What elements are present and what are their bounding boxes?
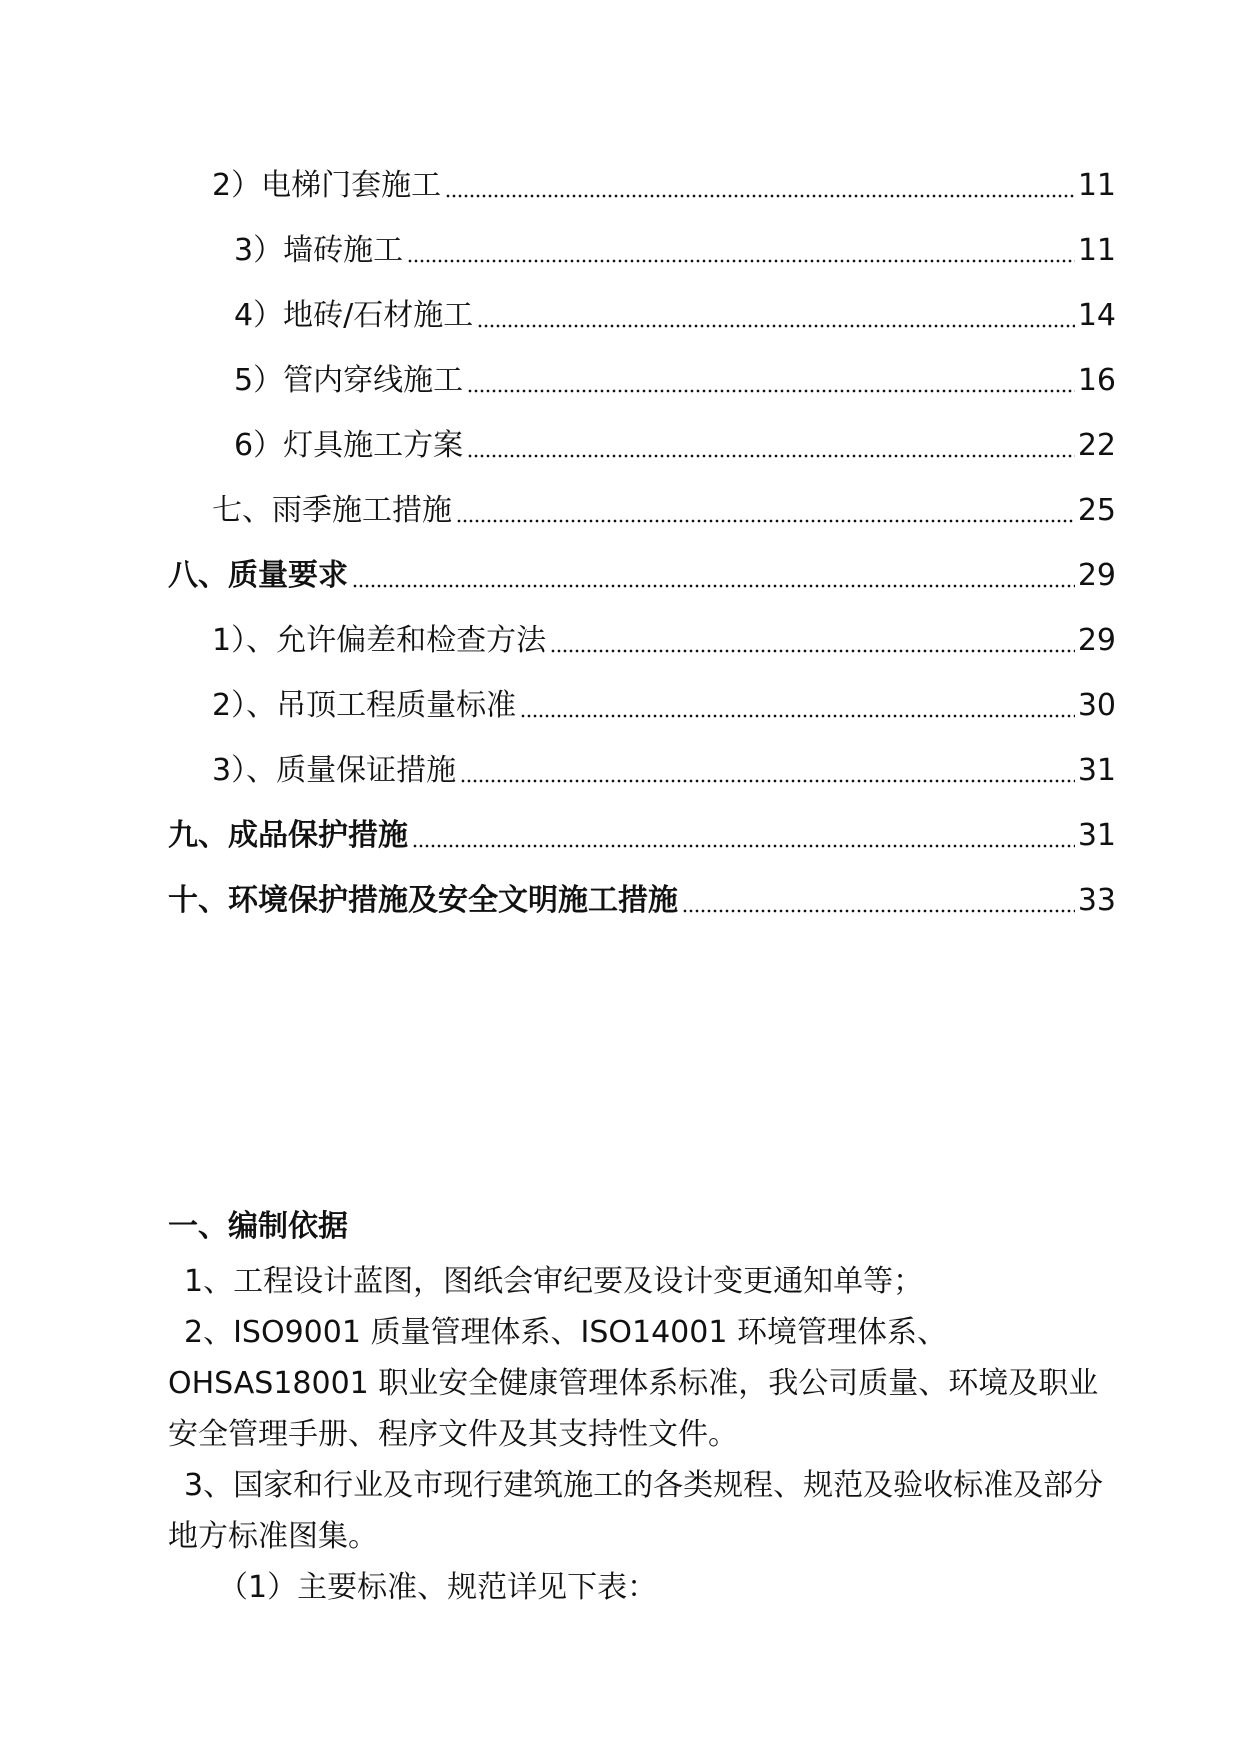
toc-leader-dots [467,364,1075,394]
toc-entry[interactable] [168,803,1116,868]
paragraph-2: 2、ISO9001 质量管理体系、ISO14001 环境管理体系、OHSAS18001 职业安全健康管理体系标准，我公司质量、环境及职业安全管理手册、程序文件及其支持性文件。 [168,1315,1099,1452]
toc-entry-page: 22 [1077,427,1116,463]
toc-entry-title: 6）灯具施工方案 [234,427,464,463]
toc-entry-page: 11 [1077,232,1116,268]
toc-entry[interactable] [168,478,1116,543]
toc-leader-dots [407,234,1075,264]
toc-leader-dots [445,169,1075,199]
paragraph-1: 1、工程设计蓝图，图纸会审纪要及设计变更通知单等； [184,1264,924,1299]
toc-entry-title: 3）墙砖施工 [234,232,404,268]
toc-entry-page: 16 [1077,362,1116,398]
paragraph-4: （1）主要标准、规范详见下表： [218,1570,658,1605]
toc-entry-page: 31 [1077,752,1116,788]
toc-leader-dots [467,429,1075,459]
toc-entry-page: 31 [1077,817,1116,853]
toc-entry[interactable] [168,673,1116,738]
toc-entry[interactable] [168,348,1116,413]
toc-entry-title: 3）、质量保证措施 [212,752,457,788]
toc-entry[interactable] [168,283,1116,348]
toc-entry[interactable] [168,218,1116,283]
toc-entry-title: 九、成品保护措施 [168,817,408,853]
toc-entry-title: 4）地砖/石材施工 [234,297,474,333]
section-compilation-basis [168,1198,1128,1613]
toc-entry-title: 1）、允许偏差和检查方法 [212,622,547,658]
toc-entry-title: 八、质量要求 [168,557,348,593]
section-heading: 一、编制依据 [168,1209,348,1244]
toc-entry-page: 14 [1077,297,1116,333]
toc-entry[interactable] [168,153,1116,218]
toc-entry-page: 33 [1077,882,1116,918]
toc-entry[interactable] [168,738,1116,803]
table-of-contents [168,153,1116,933]
toc-entry[interactable] [168,868,1116,933]
toc-entry-title: 5）管内穿线施工 [234,362,464,398]
toc-entry[interactable] [168,543,1116,608]
toc-entry[interactable] [168,608,1116,673]
toc-entry-title: 十、环境保护措施及安全文明施工措施 [168,882,678,918]
paragraph-3: 3、国家和行业及市现行建筑施工的各类规程、规范及验收标准及部分地方标准图集。 [168,1468,1104,1554]
toc-leader-dots [550,624,1075,654]
toc-entry-page: 29 [1077,622,1116,658]
toc-leader-dots [520,689,1075,719]
toc-entry-title: 2）电梯门套施工 [212,167,442,203]
toc-leader-dots [460,754,1075,784]
toc-entry-page: 11 [1077,167,1116,203]
toc-entry-title: 七、雨季施工措施 [212,492,452,528]
toc-entry-page: 29 [1077,557,1116,593]
toc-entry-page: 30 [1077,687,1116,723]
toc-entry-title: 2）、吊顶工程质量标准 [212,687,517,723]
toc-leader-dots [456,494,1075,524]
toc-entry-page: 25 [1077,492,1116,528]
toc-leader-dots [477,299,1075,329]
toc-leader-dots [412,819,1075,849]
toc-entry[interactable] [168,413,1116,478]
toc-leader-dots [352,559,1075,589]
toc-leader-dots [682,884,1075,914]
